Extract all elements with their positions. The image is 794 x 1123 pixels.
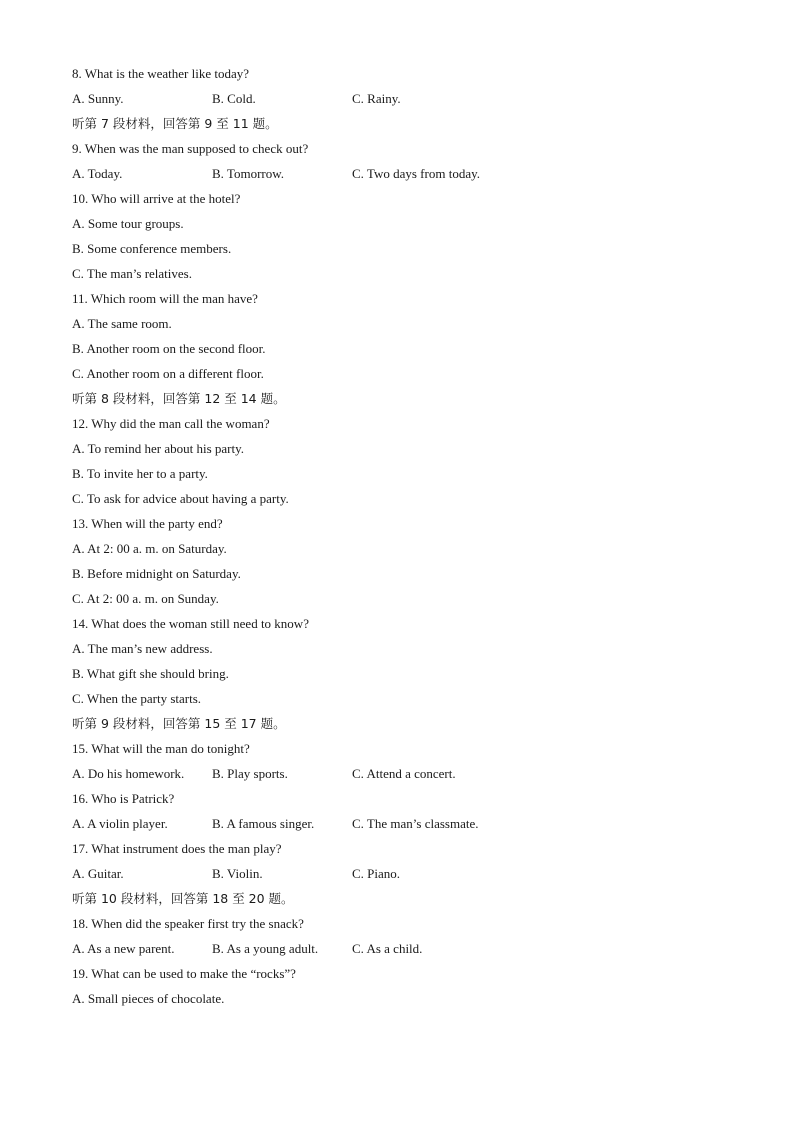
option-14c: C. When the party starts. xyxy=(72,691,202,706)
question-19: 19. What can be used to make the “rocks”? xyxy=(72,966,296,981)
option-19a: A. Small pieces of chocolate. xyxy=(72,991,225,1006)
option-8b: B. Cold. xyxy=(212,91,256,106)
option-15a: A. Do his homework. xyxy=(72,766,185,781)
option-18a: A. As a new parent. xyxy=(72,941,175,956)
question-14: 14. What does the woman still need to know? xyxy=(72,616,309,631)
options-row-18 xyxy=(72,936,722,961)
option-11b: B. Another room on the second floor. xyxy=(72,341,266,356)
option-16b: B. A famous singer. xyxy=(212,816,315,831)
question-8: 8. What is the weather like today? xyxy=(72,66,250,81)
option-15c: C. Attend a concert. xyxy=(352,766,456,781)
option-15b: B. Play sports. xyxy=(212,766,288,781)
question-15: 15. What will the man do tonight? xyxy=(72,741,250,756)
section-heading-9: 听第 9 段材料，回答第 15 至 17 题。 xyxy=(72,716,286,731)
option-16c: C. The man’s classmate. xyxy=(352,816,479,831)
option-14b: B. What gift she should bring. xyxy=(72,666,229,681)
question-18: 18. When did the speaker first try the snack? xyxy=(72,916,304,931)
options-row-17 xyxy=(72,861,722,886)
question-9: 9. When was the man supposed to check out? xyxy=(72,141,309,156)
option-9b: B. Tomorrow. xyxy=(212,166,285,181)
option-10a: A. Some tour groups. xyxy=(72,216,184,231)
option-12c: C. To ask for advice about having a party. xyxy=(72,491,289,506)
exam-page xyxy=(72,61,722,1011)
option-11c: C. Another room on a different floor. xyxy=(72,366,264,381)
option-14a: A. The man’s new address. xyxy=(72,641,213,656)
question-13: 13. When will the party end? xyxy=(72,516,223,531)
options-row-15 xyxy=(72,761,722,786)
option-9c: C. Two days from today. xyxy=(352,166,480,181)
option-8a: A. Sunny. xyxy=(72,91,124,106)
option-13c: C. At 2: 00 a. m. on Sunday. xyxy=(72,591,219,606)
question-16: 16. Who is Patrick? xyxy=(72,791,175,806)
options-row-16 xyxy=(72,811,722,836)
section-heading-7: 听第 7 段材料，回答第 9 至 11 题。 xyxy=(72,116,278,131)
option-11a: A. The same room. xyxy=(72,316,172,331)
option-17c: C. Piano. xyxy=(352,866,401,881)
option-10b: B. Some conference members. xyxy=(72,241,232,256)
option-16a: A. A violin player. xyxy=(72,816,168,831)
option-17a: A. Guitar. xyxy=(72,866,124,881)
option-18c: C. As a child. xyxy=(352,941,423,956)
option-17b: B. Violin. xyxy=(212,866,263,881)
option-18b: B. As a young adult. xyxy=(212,941,319,956)
option-12b: B. To invite her to a party. xyxy=(72,466,208,481)
option-10c: C. The man’s relatives. xyxy=(72,266,192,281)
question-10: 10. Who will arrive at the hotel? xyxy=(72,191,241,206)
section-heading-10: 听第 10 段材料，回答第 18 至 20 题。 xyxy=(72,891,294,906)
option-13a: A. At 2: 00 a. m. on Saturday. xyxy=(72,541,227,556)
section-heading-8: 听第 8 段材料，回答第 12 至 14 题。 xyxy=(72,391,286,406)
option-9a: A. Today. xyxy=(72,166,123,181)
question-11: 11. Which room will the man have? xyxy=(72,291,258,306)
option-12a: A. To remind her about his party. xyxy=(72,441,245,456)
question-12: 12. Why did the man call the woman? xyxy=(72,416,270,431)
option-13b: B. Before midnight on Saturday. xyxy=(72,566,241,581)
options-row-9 xyxy=(72,161,722,186)
option-8c: C. Rainy. xyxy=(352,91,401,106)
question-17: 17. What instrument does the man play? xyxy=(72,841,282,856)
options-row-8 xyxy=(72,86,722,111)
